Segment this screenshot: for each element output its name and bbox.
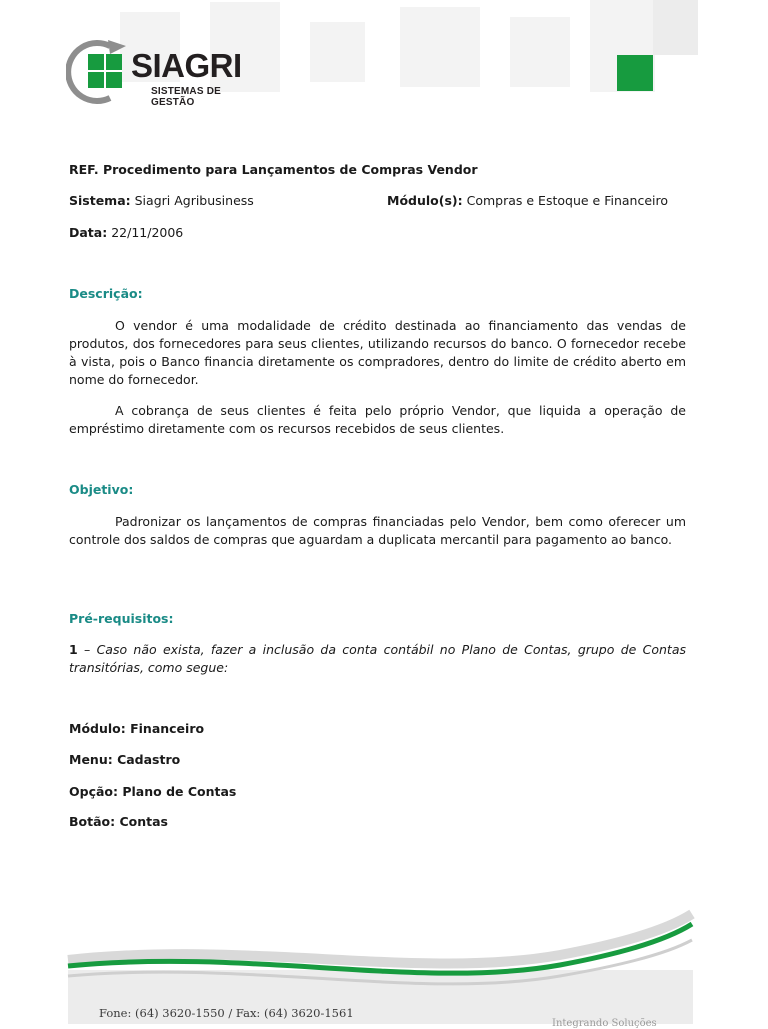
footer-slogan: Integrando Soluções [552,1018,657,1029]
modulos-field [387,195,668,208]
sistema-value: Siagri Agribusiness [134,193,254,208]
objetivo-heading: Objetivo: [69,482,134,497]
sistema-field [69,195,254,208]
modulos-label: Módulo(s): [387,193,463,208]
document-reference: REF. Procedimento para Lançamentos de Compras Vendor [69,162,478,177]
descricao-paragraph-1: O vendor é uma modalidade de crédito destinada ao financiamento das vendas de produtos, dos fornecedores para seus clientes, utilizando recursos do banco. O fornecedor recebe à vista, pois o Banco financia diretamente os compradores, dentro do limite de crédito aberto em nome do fornecedor. [69,318,686,387]
step-text: Caso não exista, fazer a inclusão da conta contábil no Plano de Contas, grupo de Contas transitórias, como segue: [69,642,687,675]
logo-wordmark: SIAGRI [131,47,242,84]
menu-line: Menu: Cadastro [69,752,181,767]
objetivo-paragraph: Padronizar os lançamentos de compras financiadas pelo Vendor, bem como oferecer um controle dos saldos de compras que aguardam a duplicata mercantil para pagamento ao banco. [69,514,686,547]
sistema-label: Sistema: [69,193,131,208]
step-number: 1 [69,642,78,657]
corner-block-green [617,55,653,91]
corner-block-gray [653,0,698,55]
data-field [69,227,183,240]
data-value: 22/11/2006 [111,225,184,240]
prerequisito-step-1 [69,641,686,677]
modulos-value: Compras e Estoque e Financeiro [466,193,668,208]
descricao-paragraph-2: A cobrança de seus clientes é feita pelo próprio Vendor, que liquida a operação de empréstimo diretamente com os recursos recebidos de seus clientes. [69,403,686,436]
data-label: Data: [69,225,108,240]
siagri-logo [66,40,266,108]
logo-tagline: SISTEMAS DE GESTÃO [151,86,221,108]
footer-phone: Fone: (64) 3620-1550 / Fax: (64) 3620-1561 [99,1006,354,1020]
descricao-heading: Descrição: [69,286,143,301]
step-dash: – [77,642,97,657]
botao-line: Botão: Contas [69,814,168,829]
opcao-line: Opção: Plano de Contas [69,784,237,799]
prerequisitos-heading: Pré-requisitos: [69,611,174,626]
modulo-line: Módulo: Financeiro [69,721,205,736]
logo-emblem-icon [66,40,130,104]
